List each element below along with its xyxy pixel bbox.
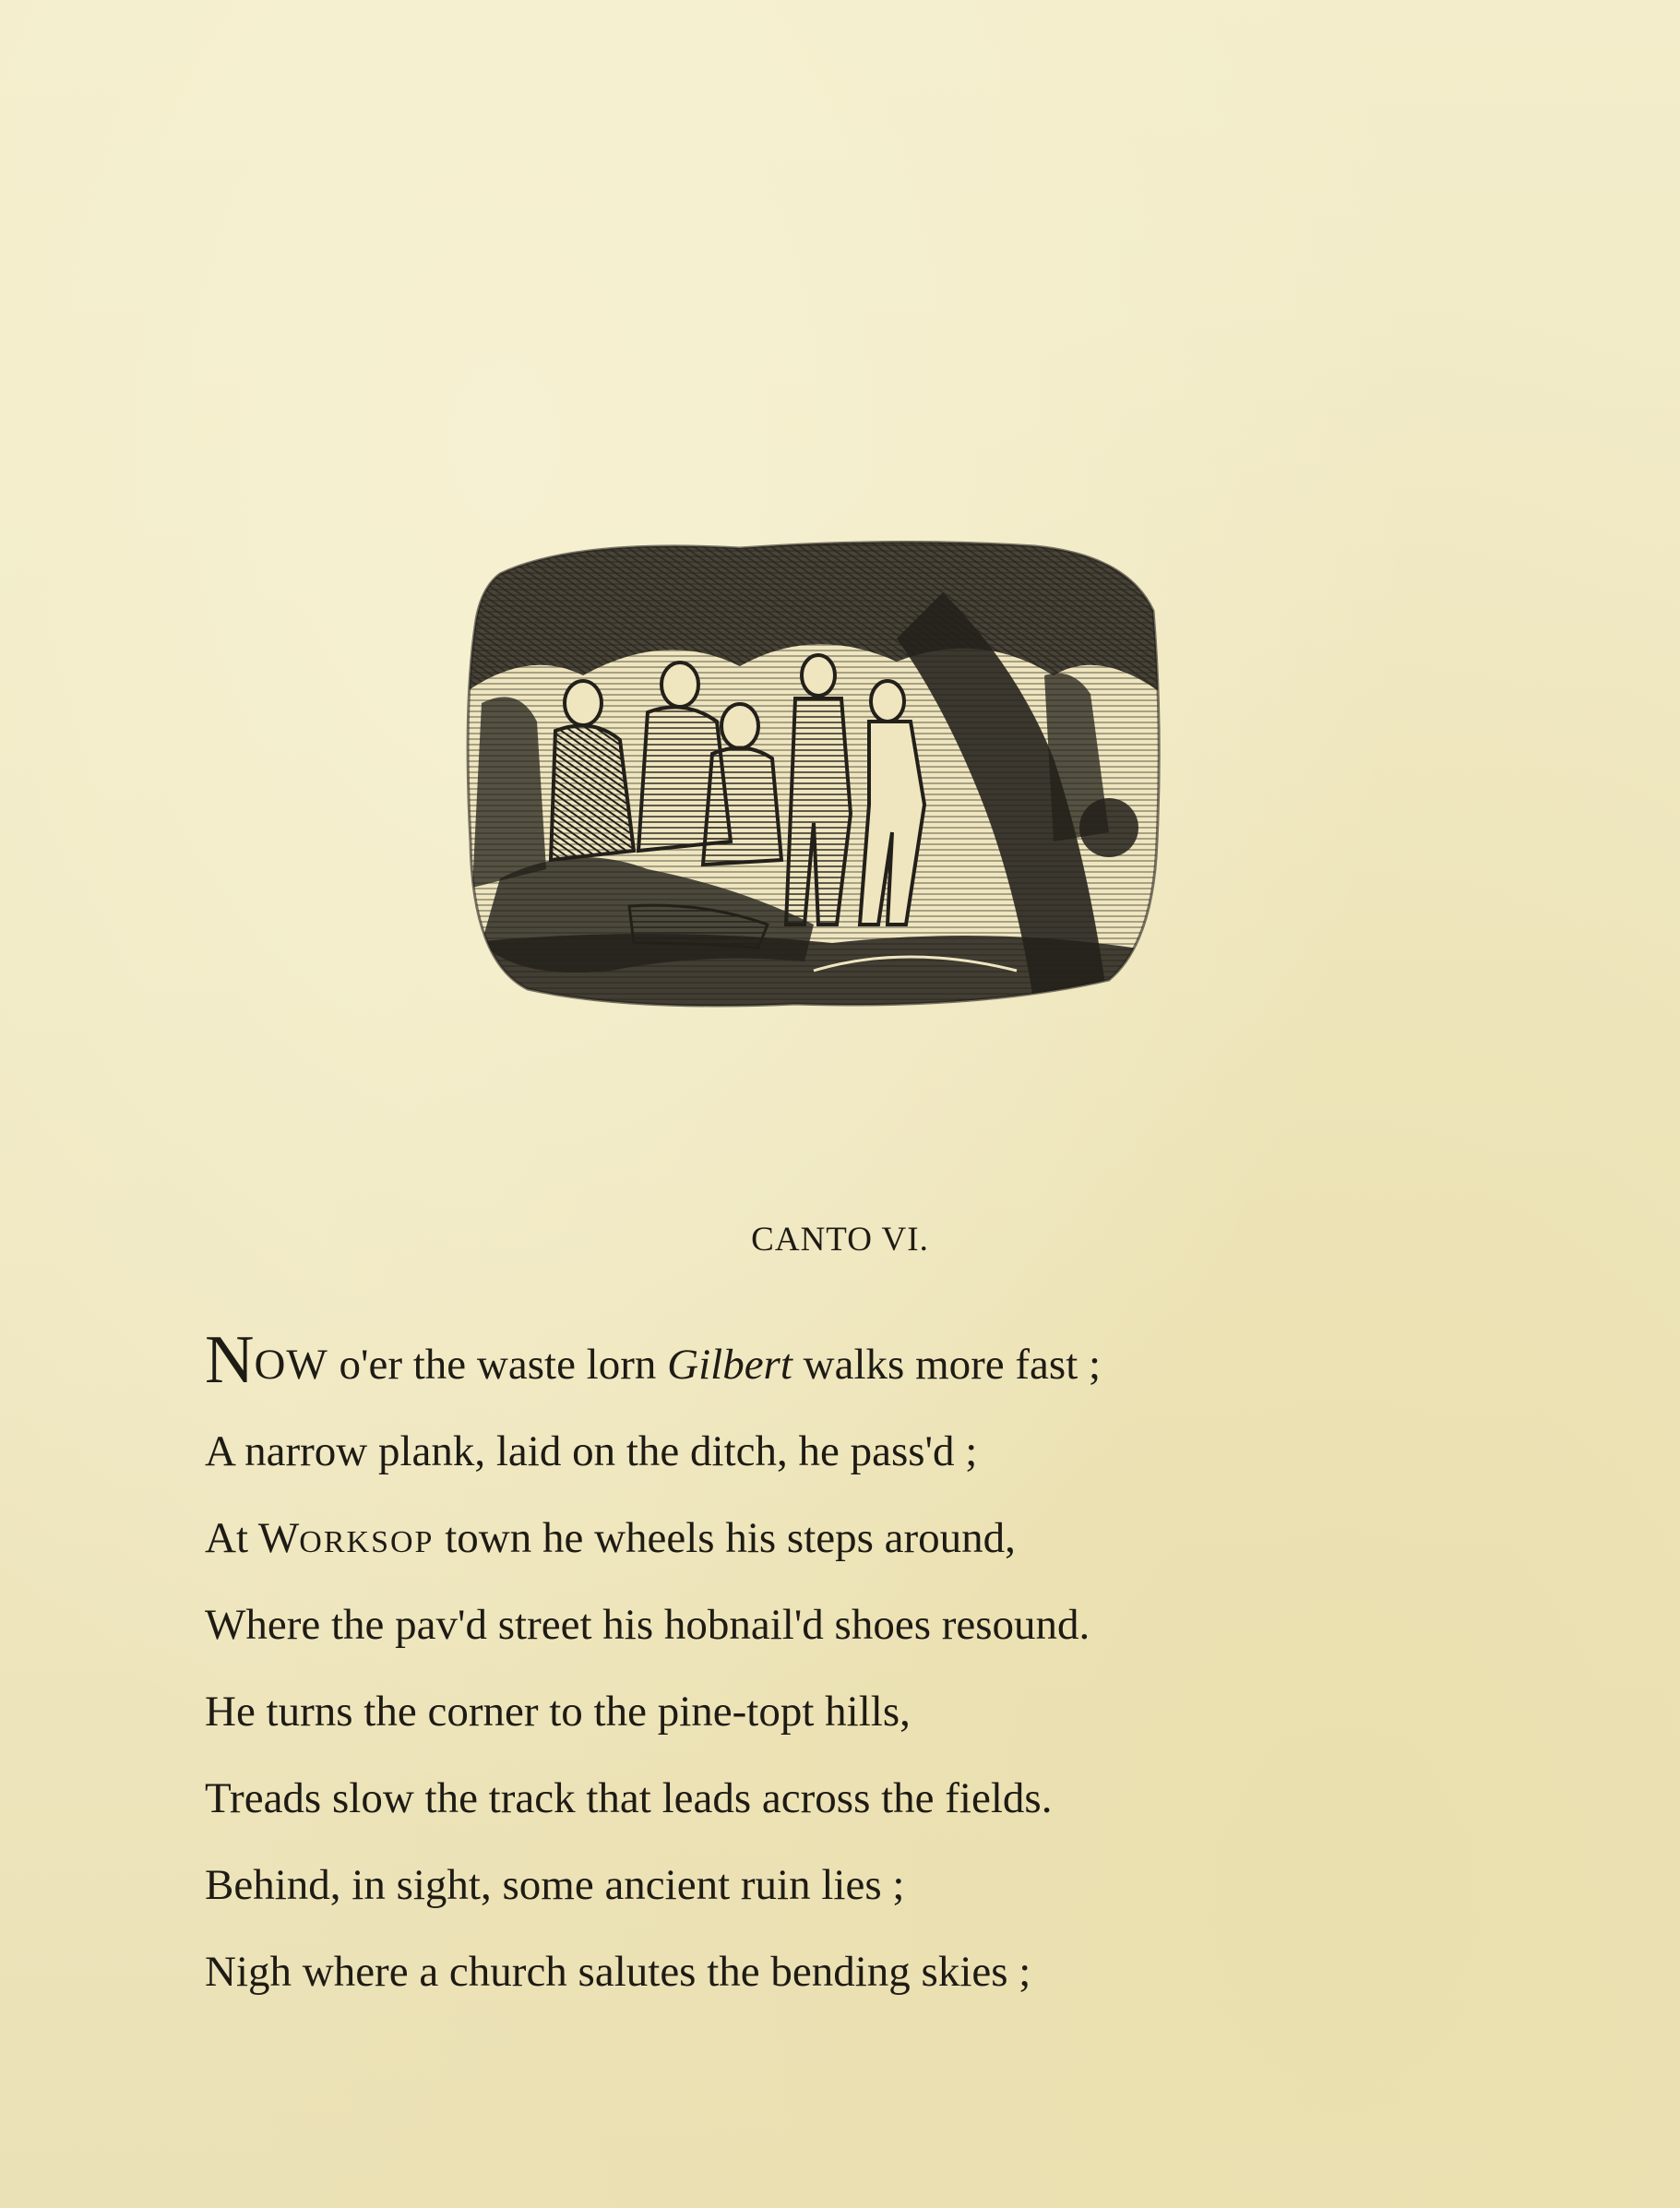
initial-caps: OW (254, 1341, 328, 1389)
poem-line: Behind, in sight, some ancient ruin lies ; (205, 1861, 905, 1909)
poem-line: He turns the corner to the pine-topt hills, (205, 1688, 911, 1736)
woodcut-illustration-icon (463, 537, 1162, 1011)
line-text: town he wheels his steps around, (434, 1514, 1016, 1562)
place-name-caps: W (257, 1514, 300, 1562)
line-text: walks more fast ; (792, 1341, 1102, 1389)
poem-line (205, 1495, 1589, 1581)
name-italic: Gilbert (667, 1341, 792, 1389)
poem-line: A narrow plank, laid on the ditch, he pass'd ; (205, 1427, 978, 1475)
line-text: At (205, 1514, 258, 1562)
poem-line: Nigh where a church salutes the bending skies ; (205, 1948, 1031, 1996)
canto-heading: CANTO VI. (751, 1221, 929, 1259)
drop-cap: N (205, 1322, 255, 1398)
place-name-small-caps: ORKSOP (299, 1525, 435, 1559)
poem-line: Treads slow the track that leads across the fields. (205, 1774, 1053, 1822)
line-text: o'er the waste lorn (328, 1341, 668, 1389)
poem-line: Where the pav'd street his hobnail'd shoes resound. (205, 1601, 1090, 1649)
poem-stanza (205, 1321, 1589, 2015)
poem-line (205, 1321, 1589, 1408)
